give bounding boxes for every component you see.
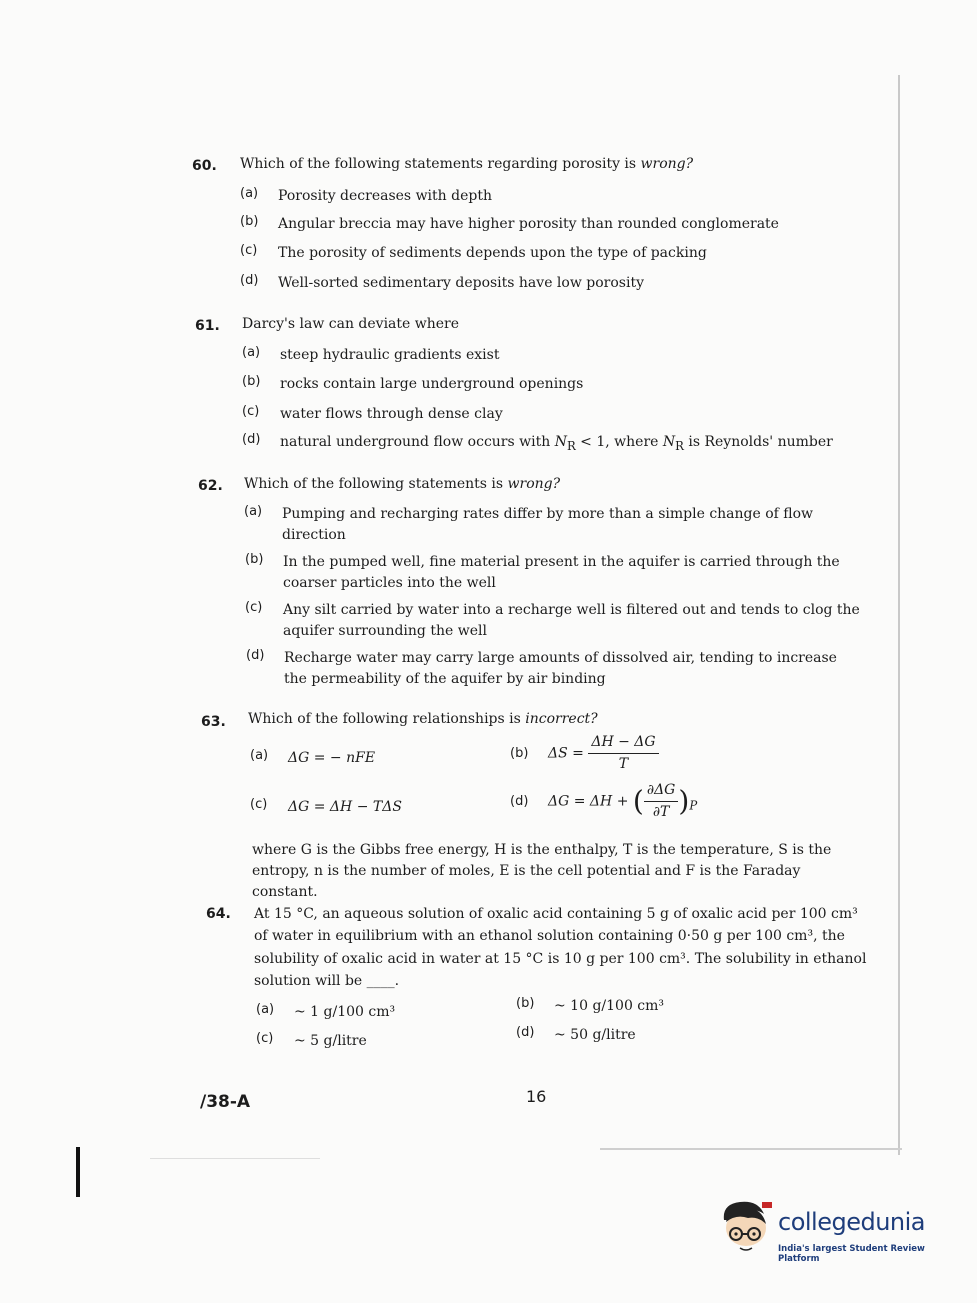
question-number: 64. — [206, 906, 231, 922]
question-number: 61. — [195, 318, 220, 334]
fraction: $\frac{\partial\Delta G}{\partial T}$ — [644, 780, 679, 823]
collegedunia-logo — [718, 1198, 948, 1268]
scan-left-bar — [76, 1147, 80, 1197]
question-number: 62. — [198, 478, 223, 494]
option-c: (c) ~ 5 g/litre — [256, 1031, 367, 1049]
question-stem: At 15 °C, an aqueous solution of oxalic acid containing 5 g of oxalic acid per 100 cm³ of water in equilibrium with an ethanol solution containing 0·50 g per 100 cm³, the solubility of oxalic acid in water at 15 °C is 10 g per 100 cm³. The solubility in ethanol solution will be ____. — [254, 906, 867, 990]
scan-bottom-line-left — [150, 1158, 320, 1159]
option-d: (d) Well-sorted sedimentary deposits have low porosity — [240, 273, 644, 291]
scan-bottom-line — [600, 1148, 902, 1150]
option-a: (a) Porosity decreases with depth — [240, 186, 492, 204]
question-stem: Which of the following statements regarding porosity is wrong? — [240, 156, 694, 172]
option-c: (c) The porosity of sediments depends upon the type of packing — [240, 243, 707, 261]
option-a: (a) Pumping and recharging rates differ by more than a simple change of flow direction — [244, 504, 814, 543]
question-stem: Darcy's law can deviate where — [242, 316, 460, 332]
option-b: (b) In the pumped well, fine material present in the aquifer is carried through the coarser particles into the well — [245, 552, 840, 591]
question-stem: Which of the following statements is wrong? — [244, 476, 561, 492]
option-b: (b) ΔS = $\frac{\Delta H - \Delta G}{T}$ — [510, 732, 770, 775]
option-c: (c) ΔG = ΔH − TΔS — [250, 797, 402, 815]
option-c: (c) water flows through dense clay — [242, 404, 503, 422]
option-d: (d) Recharge water may carry large amounts of dissolved air, tending to increase the permeability of the aquifer by air binding — [246, 648, 837, 687]
option-b: (b) ~ 10 g/100 cm³ — [516, 996, 665, 1014]
mascot-icon — [718, 1198, 776, 1260]
option-c: (c) Any silt carried by water into a recharge well is filtered out and tends to clog the aquifer surrounding the well — [245, 600, 860, 639]
paper-code: /38-A — [200, 1092, 251, 1112]
option-d: (d) natural underground flow occurs with $N_R < 1$, where $N_R$ is Reynolds' number — [242, 432, 833, 453]
option-d: (d) ΔG = ΔH + ( $\frac{\partial\Delta G}{\partial T}$ )$_P$ — [510, 780, 770, 823]
option-a: (a) ΔG = − nFE — [250, 748, 376, 766]
fraction: $\frac{\Delta H - \Delta G}{T}$ — [588, 732, 658, 775]
option-b: (b) rocks contain large underground openings — [242, 374, 584, 392]
page-edge-line — [898, 75, 900, 1155]
page-number: 16 — [526, 1087, 547, 1106]
option-a: (a) steep hydraulic gradients exist — [242, 345, 500, 363]
question-number: 60. — [192, 158, 217, 174]
brand-tagline: India's largest Student Review Platform — [778, 1244, 925, 1264]
option-b: (b) Angular breccia may have higher porosity than rounded conglomerate — [240, 214, 779, 232]
question-stem: Which of the following relationships is incorrect? — [248, 711, 598, 727]
question-note: where G is the Gibbs free energy, H is the enthalpy, T is the temperature, S is the entropy, n is the number of moles, E is the cell potential and F is the Faraday constant. — [252, 842, 832, 900]
option-a: (a) ~ 1 g/100 cm³ — [256, 1002, 396, 1020]
question-number: 63. — [201, 714, 226, 730]
option-d: (d) ~ 50 g/litre — [516, 1025, 636, 1043]
brand-name: collegedunia — [778, 1208, 926, 1236]
